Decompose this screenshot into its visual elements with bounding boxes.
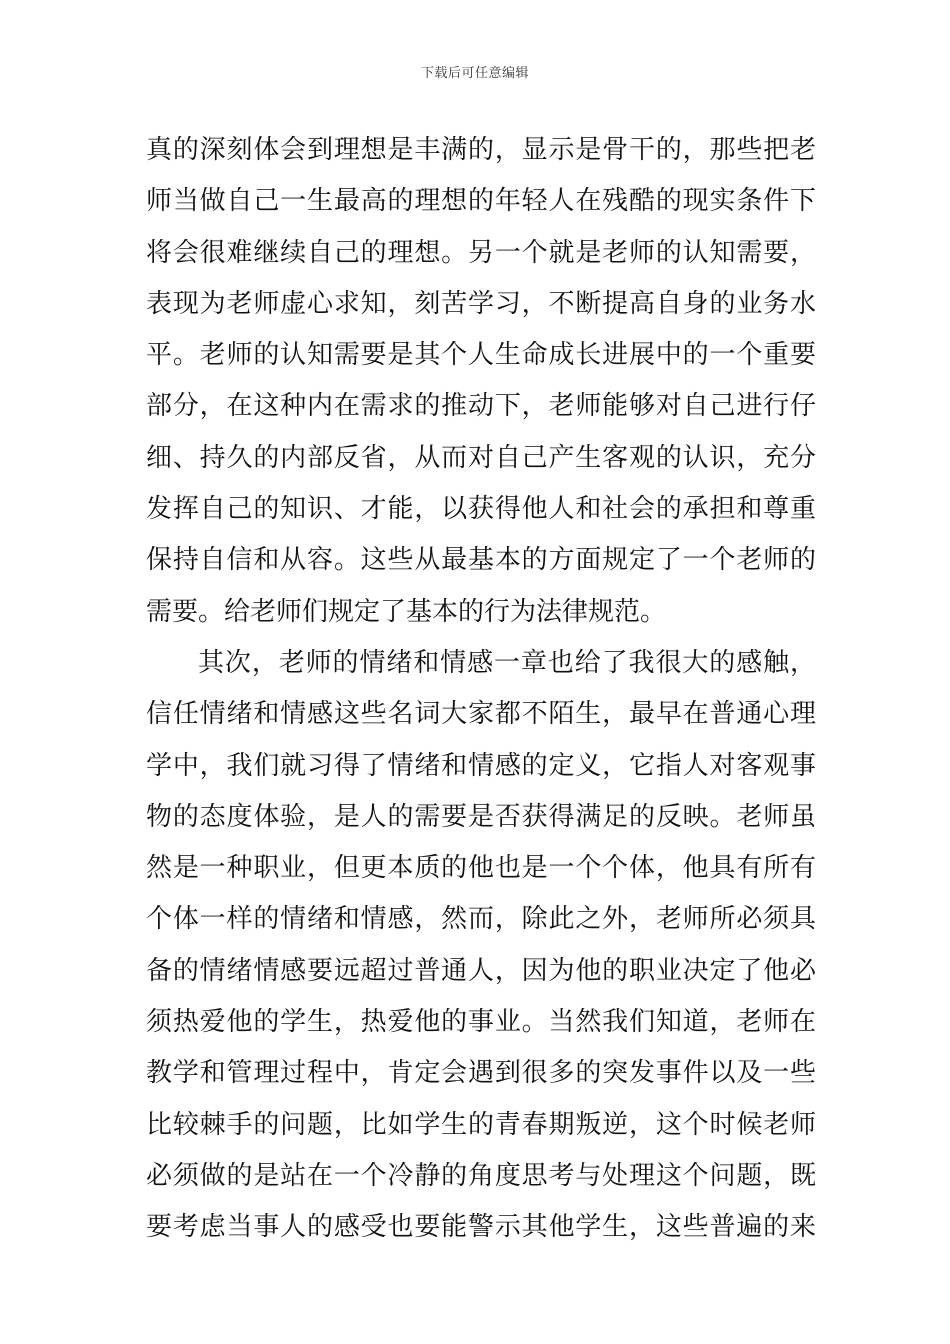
paragraph-start-line: 其次，老师的情绪和情感一章也给了我很大的感触， [198,647,816,678]
text-line: 比较棘手的问题，比如学生的青春期叛逆，这个时候老师 [146,1109,816,1140]
text-line: 信任情绪和情感这些名词大家都不陌生，最早在普通心理 [146,699,816,730]
text-line: 细、持久的内部反省，从而对自己产生客观的认识，充分 [146,442,816,473]
text-line: 教学和管理过程中，肯定会遇到很多的突发事件以及一些 [146,1058,816,1089]
text-line: 物的态度体验，是人的需要是否获得满足的反映。老师虽 [146,801,816,832]
text-line: 备的情绪情感要远超过普通人，因为他的职业决定了他必 [146,955,816,986]
page-header: 下载后可任意编辑 [420,66,529,81]
text-line: 平。老师的认知需要是其个人生命成长进展中的一个重要 [146,340,816,371]
text-line: 表现为老师虚心求知，刻苦学习，不断提高自身的业务水 [146,288,816,319]
text-line: 学中，我们就习得了情绪和情感的定义，它指人对客观事 [146,750,816,781]
text-line: 要考虑当事人的感受也要能警示其他学生，这些普遍的来 [146,1212,816,1243]
document-body [146,125,816,1254]
text-line: 将会很难继续自己的理想。另一个就是老师的认知需要， [146,237,816,268]
text-line: 师当做自己一生最高的理想的年轻人在残酷的现实条件下 [146,186,816,217]
text-line: 必须做的是站在一个冷静的角度思考与处理这个问题，既 [146,1160,816,1191]
text-line: 保持自信和从容。这些从最基本的方面规定了一个老师的 [146,545,816,576]
text-line: 发挥自己的知识、才能，以获得他人和社会的承担和尊重 [146,494,816,525]
text-line: 个体一样的情绪和情感，然而，除此之外，老师所必须具 [146,904,816,935]
paragraph-end-line: 需要。给老师们规定了基本的行为法律规范。 [146,596,667,627]
text-line: 部分，在这种内在需求的推动下，老师能够对自己进行仔 [146,391,816,422]
text-line: 然是一种职业，但更本质的他也是一个个体，他具有所有 [146,853,816,884]
text-line: 真的深刻体会到理想是丰满的，显示是骨干的，那些把老 [146,135,816,165]
text-line: 须热爱他的学生，热爱他的事业。当然我们知道，老师在 [146,1007,816,1038]
